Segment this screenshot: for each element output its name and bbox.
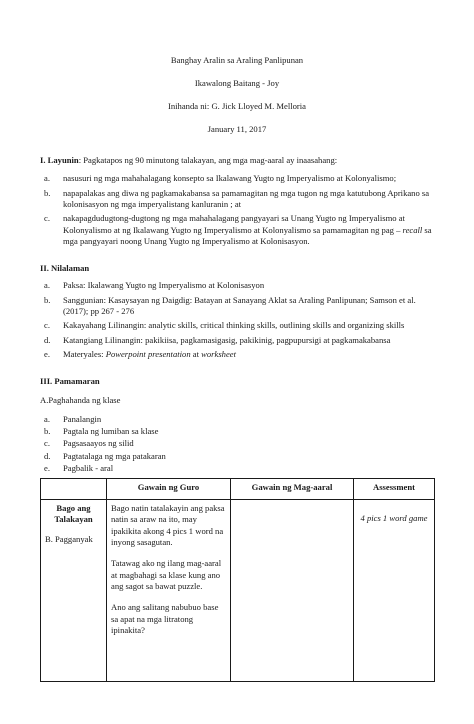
table-header-guro: Gawain ng Guro <box>107 479 231 500</box>
list-text: napapalakas ang diwa ng pagkamakabansa sa pamamagitan ng mga tugon ng mga katutubong Aprikano sa kolonisasyon ng mga imperyalistang kanluranin ; at <box>63 187 430 210</box>
list-text: at <box>190 349 202 360</box>
list-label: c. <box>44 213 50 224</box>
list-item <box>40 320 434 331</box>
list-item <box>40 463 434 474</box>
layunin-intro: : Pagkatapos ng 90 minutong talakayan, ang mga mag-aaral ay inaasahang: <box>78 155 338 165</box>
grade-level: Ikawalong Baitang - Joy <box>194 78 280 88</box>
list-text: Panalangin <box>63 413 102 424</box>
list-item <box>40 280 434 291</box>
list-text: sa mga pangyayari noong Unang Yugto ng Imperyalismo at Kolonisasyon. <box>63 224 432 247</box>
table-cell-mag-aaral <box>231 500 354 682</box>
list-item <box>40 349 434 360</box>
list-label: b. <box>44 426 51 437</box>
pamamaran-title: III. Pamamaran <box>40 376 100 386</box>
list-text-italic: worksheet <box>201 349 236 360</box>
list-item <box>40 426 434 437</box>
list-text-italic: recall <box>402 224 423 235</box>
section-layunin <box>40 155 434 250</box>
table-cell-assessment <box>354 500 435 682</box>
section-nilalaman <box>40 263 434 363</box>
list-item <box>40 188 434 211</box>
document-header <box>0 55 474 147</box>
layunin-heading <box>40 155 434 166</box>
list-label: c. <box>44 320 50 331</box>
table-header-row <box>41 479 435 500</box>
table-row <box>41 500 435 682</box>
table-cell-phase <box>41 500 107 682</box>
row-subtitle: B. Pagganyak <box>45 533 93 544</box>
list-label: d. <box>44 450 51 461</box>
pamamaran-subtitle: A.Paghahanda ng klase <box>40 395 121 406</box>
list-text: Paksa: Ikalawang Yugto ng Imperyalismo at Kolonisasyon <box>63 280 265 291</box>
section-pamamaran <box>40 376 434 475</box>
lesson-table <box>40 478 435 682</box>
table-cell-guro <box>107 500 231 682</box>
list-text-italic: Powerpoint presentation <box>105 349 191 360</box>
list-item <box>40 213 434 247</box>
table-header-blank <box>41 479 107 500</box>
document-title: Banghay Aralin sa Araling Panlipunan <box>170 55 304 65</box>
list-text: nasusuri ng mga mahahalagang konsepto sa Ikalawang Yugto ng Imperyalismo at Kolonyalismo; <box>63 173 397 184</box>
list-item <box>40 414 434 425</box>
list-text: Pagbalik - aral <box>63 463 114 474</box>
nilalaman-title: II. Nilalaman <box>40 263 90 273</box>
row-title: Bago ang Talakayan <box>54 503 93 525</box>
list-label: a. <box>44 280 50 291</box>
list-item <box>40 173 434 184</box>
list-text: Kakayahang Lilinangin: analytic skills, critical thinking skills, outlining skills and organizing skills <box>63 320 405 331</box>
prepared-by: Inihanda ni: G. Jick Lloyed M. Melloria <box>168 101 306 111</box>
list-item <box>40 335 434 346</box>
guro-paragraph: Ano ang salitang nabubuo base sa apat na mga litratong ipinakita? <box>111 602 219 636</box>
list-text: Materyales: <box>63 349 106 360</box>
table-header-assessment: Assessment <box>354 479 435 500</box>
guro-paragraph: Tatawag ako ng ilang mag-aaral at magbahagi sa klase kung ano ang sagot sa bawat puzzle. <box>111 558 222 592</box>
guro-paragraph: Bago natin tatalakayin ang paksa natin sa araw na ito, may ipakikita akong 4 pics 1 word na inyong sasagutan. <box>111 503 225 548</box>
list-label: c. <box>44 438 50 449</box>
list-label: a. <box>44 413 50 424</box>
list-text: Sanggunian: Kasaysayan ng Daigdig: Batayan at Sanayang Aklat sa Araling Panlipunan; Samson et al. (2017); pp 267 - 276 <box>63 294 416 317</box>
list-label: b. <box>44 187 51 198</box>
layunin-title: I. Layunin <box>40 155 79 165</box>
list-text: Pagtatalaga ng mga patakaran <box>63 450 166 461</box>
list-item <box>40 438 434 449</box>
assessment-text: 4 pics 1 word game <box>360 513 428 523</box>
list-label: e. <box>44 349 50 360</box>
document-date: January 11, 2017 <box>207 124 267 134</box>
list-text: Pagsasaayos ng silid <box>63 438 134 449</box>
list-text: Katangiang Lilinangin: pakikiisa, pagkamasigasig, pakikinig, pagpupursigi at pagkamakabansa <box>63 334 391 345</box>
list-text: nakapagdudugtong-dugtong ng mga mahahalagang pangyayari sa Unang Yugto ng Imperyalismo at Kolonyalismo at ng Ikalawang Yugto ng Imperyalismo at Kolonyalismo sa pamamagitan ng pag – <box>63 213 405 235</box>
table-header-mag-aaral: Gawain ng Mag-aaral <box>231 479 354 500</box>
list-item <box>40 295 434 318</box>
list-label: b. <box>44 294 51 305</box>
list-text: Pagtala ng lumiban sa klase <box>63 426 159 437</box>
list-label: e. <box>44 463 50 474</box>
list-label: d. <box>44 334 51 345</box>
list-label: a. <box>44 173 50 184</box>
list-item <box>40 451 434 462</box>
